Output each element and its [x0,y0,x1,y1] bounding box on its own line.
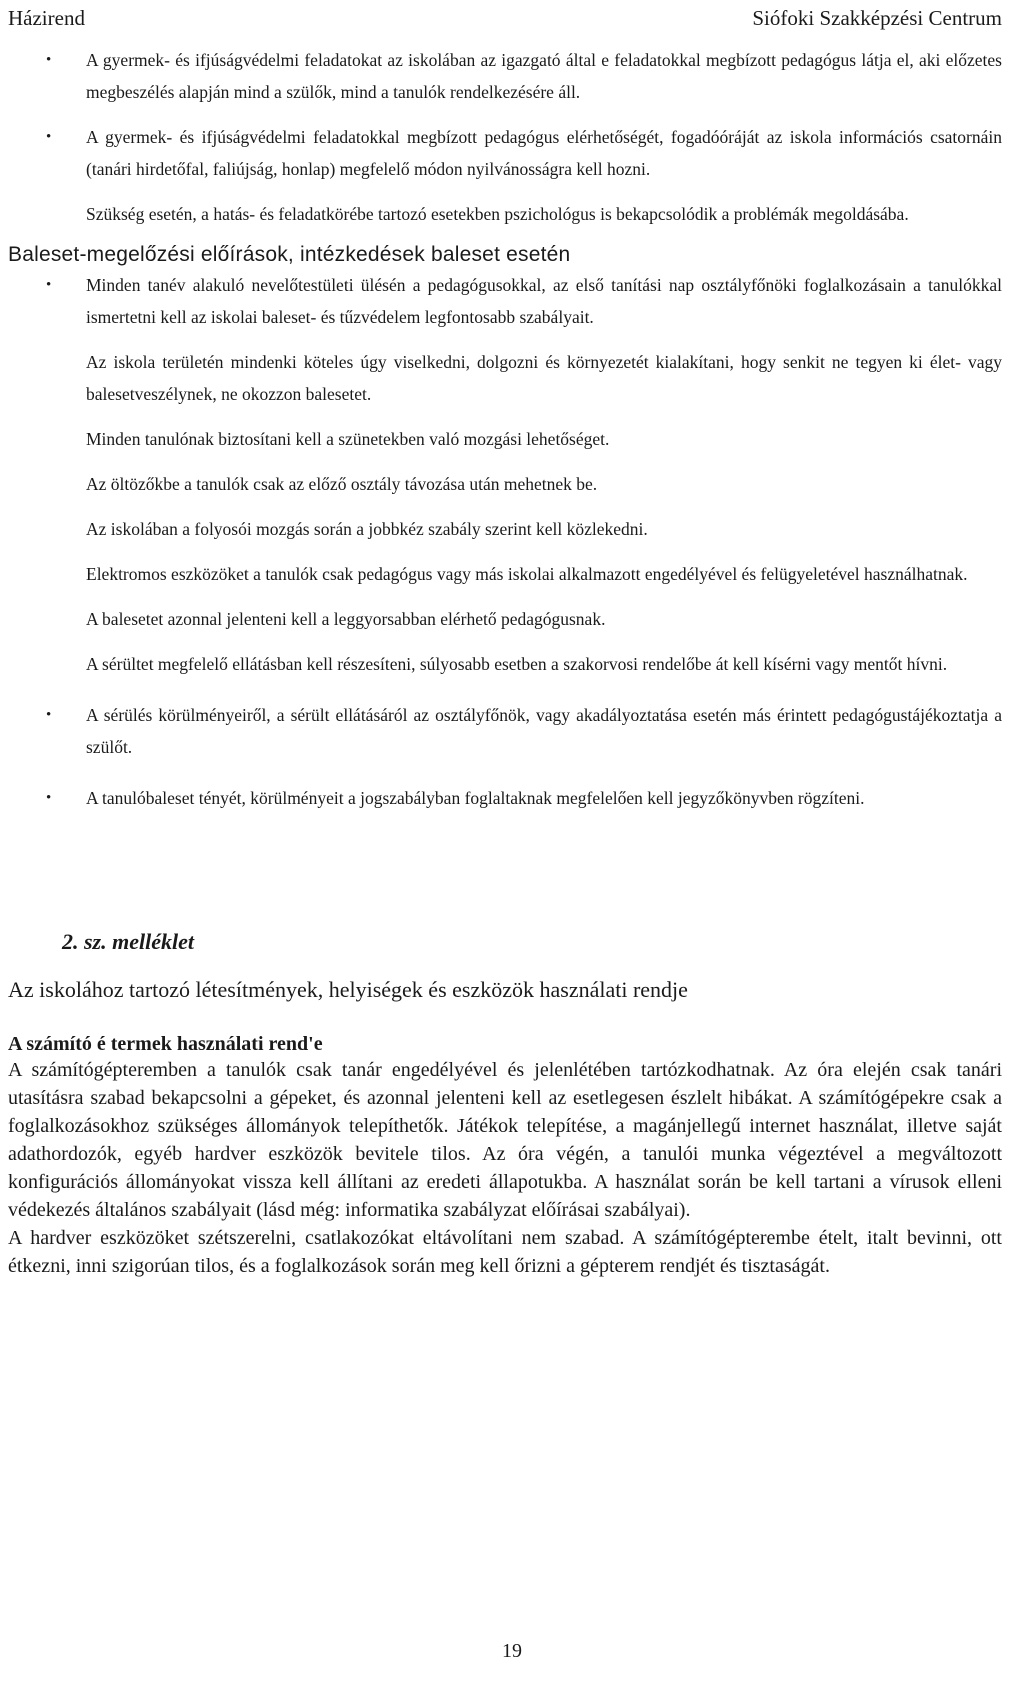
list-item: Elektromos eszközöket a tanulók csak pedagógus vagy más iskolai alkalmazott engedélyével és felügyeletével használhatnak. [86,564,968,584]
running-header [8,6,1002,31]
list-item: • A gyermek- és ifjúságvédelmi feladatokkal megbízott pedagógus elérhetőségét, fogadóóráját az iskola információs csatornáin (tanári hirdetőfal, faliújság, honlap) megfelelő módon nyilvánosságra kell hozni. [8,121,1002,185]
list-item: A balesetet azonnal jelenteni kell a leggyorsabban elérhető pedagógusnak. [86,609,606,629]
list-item: Az iskola területén mindenki köteles úgy viselkedni, dolgozni és környezetét kialakítani, hogy senkit ne tegyen ki élet- vagy balesetveszélynek, ne okozzon balesetet. [86,352,1002,404]
list-item: • A tanulóbaleset tényét, körülményeit a jogszabályban foglaltaknak megfelelően kell jegyzőkönyvben rögzíteni. [8,782,1002,814]
subsection-title: A számító é termek használati rend'e [8,1033,323,1055]
list-item: • A sérülés körülményeiről, a sérült ellátásáról az osztályfőnök, vagy akadályoztatása esetén más érintett pedagógustájékoztatja a szülőt. [8,699,1002,763]
list-item: Az iskolában a folyosói mozgás során a jobbkéz szabály szerint kell közlekedni. [86,519,648,539]
header-left: Házirend [8,6,85,30]
page-content [8,44,1002,1280]
list-item: Szükség esetén, a hatás- és feladatkörébe tartozó esetekben pszichológus is bekapcsolódik a problémák megoldásába. [86,204,909,224]
header-right: Siófoki Szakképzési Centrum [752,6,1002,30]
list-item: Az öltözőkbe a tanulók csak az előző osztály távozása után mehetnek be. [86,474,598,494]
list-item: • Minden tanév alakuló nevelőtestületi ülésén a pedagógusokkal, az első tanítási nap osztályfőnöki foglalkozásain a tanulókkal ismertetni kell az iskolai baleset- és tűzvédelem legfontosabb szabályait. [8,269,1002,333]
list-item: Minden tanulónak biztosítani kell a szünetekben való mozgási lehetőséget. [86,429,610,449]
annex-title: Az iskolához tartozó létesítmények, helyiségek és eszközök használati rendje [8,977,688,1002]
list-item: A sérültet megfelelő ellátásban kell részesíteni, súlyosabb esetben a szakorvosi rendelőbe át kell kísérni vagy mentőt hívni. [86,654,948,674]
body-paragraph: A számítógépteremben a tanulók csak tanár engedélyével és jelenlétében tartózkodhatnak. Az óra elején csak tanári utasításra szabad bekapcsolni a gépeket, és azonnal jelenteni kell az esetlegesen észlelt hibákat. A számítógépekre csak a foglalkozásokhoz szükséges állományok telepíthetők. Játékok telepítése, a magánjellegű internet használat, illetve saját adathordozók, egyéb hardver eszközök bevitele tilos. Az óra végén, a tanulói munka végeztével a megváltozott konfigurációs állományokat vissza kell állítani az eredeti állapotukba. A használat során be kell tartani a vírusok elleni védekezés általános szabályait (lásd még: informatika szabályzat előírásai szabályai). [8,1059,1002,1221]
page-number: 19 [502,1640,522,1662]
section-title: Baleset-megelőzési előírások, intézkedések baleset esetén [8,243,571,266]
list-item: • A gyermek- és ifjúságvédelmi feladatokat az iskolában az igazgató által e feladatokkal megbízott pedagógus látja el, aki előzetes megbeszélés alapján mind a szülők, mind a tanulók rendelkezésére áll. [8,44,1002,108]
annex-label: 2. sz. melléklet [62,929,194,954]
body-paragraph: A hardver eszközöket szétszerelni, csatlakozókat eltávolítani nem szabad. A számítógépterembe ételt, italt bevinni, ott étkezni, inni szigorúan tilos, és a foglalkozások során meg kell őrizni a gépterem rendjét és tisztaságát. [8,1227,1002,1277]
